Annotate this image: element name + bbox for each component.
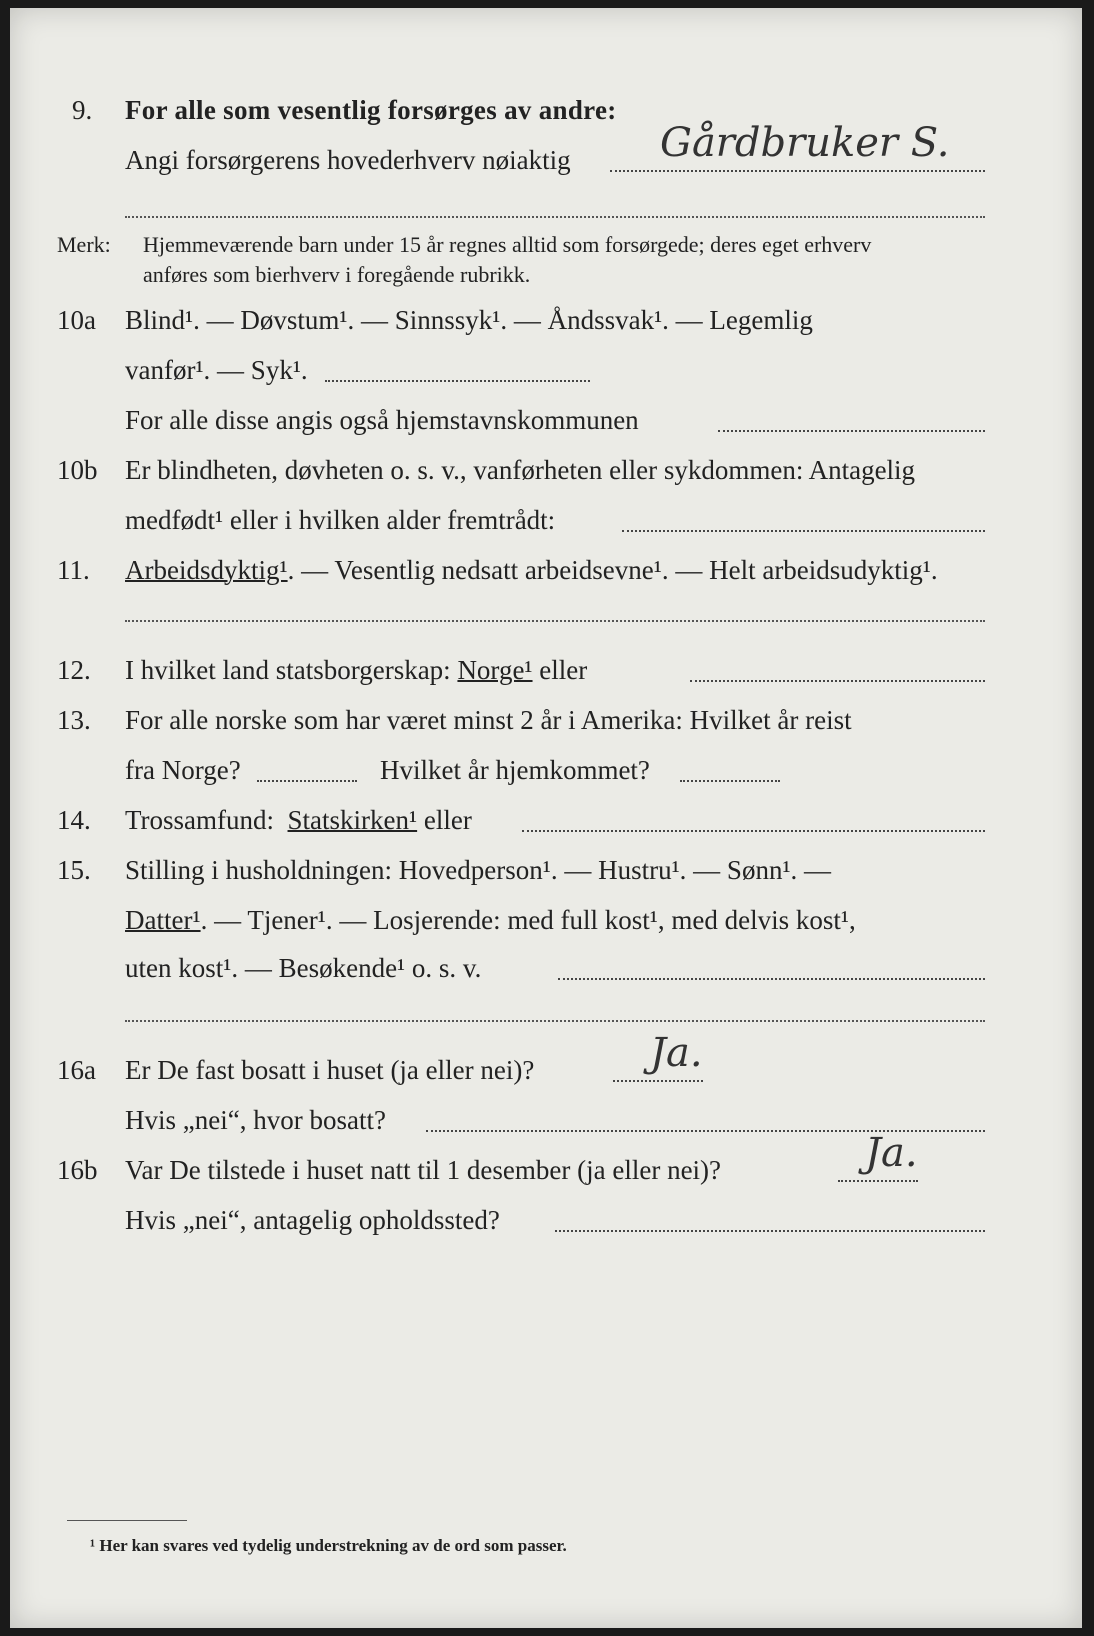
q12-after: eller — [539, 655, 588, 685]
q10b-answer-line — [622, 530, 985, 532]
q9-number: 9. — [72, 95, 93, 125]
footnote-separator — [67, 1520, 187, 1521]
q10b-line1: Er blindheten, døvheten o. s. v., vanførheten eller sykdommen: Antagelig — [125, 455, 916, 485]
q16a-handwritten-answer: Ja. — [650, 1030, 703, 1076]
q16a-line1: Er De fast bosatt i huset (ja eller nei)? — [125, 1055, 535, 1085]
census-form-page — [10, 8, 1082, 1628]
q14-before: Trossamfund: — [125, 805, 275, 835]
q16b-number: 16b — [57, 1155, 98, 1185]
q13-line2a: fra Norge? — [125, 755, 241, 785]
q16b-handwritten-answer: Ja. — [865, 1130, 918, 1176]
q15-line2-rest: . — Tjener¹. — Losjerende: med full kost¹, med delvis kost¹, — [200, 905, 856, 935]
q14-number: 14. — [57, 805, 91, 835]
q9-answer-line — [610, 170, 985, 172]
q16b-opholdssted-line — [555, 1230, 985, 1232]
q16b-line1: Var De tilstede i huset natt til 1 desember (ja eller nei)? — [125, 1155, 722, 1185]
q15-underlined-answer: Datter¹ — [125, 905, 201, 935]
q15-line1: Stilling i husholdningen: Hovedperson¹. — Hustru¹. — Sønn¹. — — [125, 855, 832, 885]
q10a-number: 10a — [57, 305, 96, 335]
q11-rest: . — Vesentlig nedsatt arbeidsevne¹. — Helt arbeidsudyktig¹. — [287, 555, 938, 585]
merk-line2: anføres som bierhverv i foregående rubrikk. — [143, 262, 531, 287]
footnote-text: ¹ Her kan svares ved tydelig understrekning av de ord som passer. — [90, 1536, 567, 1555]
q16b-answer-line — [838, 1180, 918, 1182]
q10a-line2: vanfør¹. — Syk¹. — [125, 355, 308, 385]
merk-line1: Hjemmeværende barn under 15 år regnes alltid som forsørgede; deres eget erhverv — [143, 232, 872, 257]
q10a-kommune-line — [718, 430, 985, 432]
q14-after: eller — [423, 805, 472, 835]
q11-underlined-answer: Arbeidsdyktig¹ — [125, 555, 288, 585]
q14-answer-line — [522, 830, 985, 832]
q13-reist-line — [257, 780, 357, 782]
q16a-answer-line — [613, 1080, 703, 1082]
q15-answer-line — [558, 978, 985, 980]
q9-extra-line — [125, 216, 985, 218]
q12-before: I hvilket land statsborgerskap: — [125, 655, 451, 685]
q12-line — [125, 654, 587, 686]
q11-line — [125, 554, 938, 586]
q15-line3: uten kost¹. — Besøkende¹ o. s. v. — [125, 953, 482, 983]
q9-handwritten-answer: Gårdbruker S. — [660, 120, 950, 166]
q10a-line3: For alle disse angis også hjemstavnskommunen — [125, 405, 639, 435]
q12-underlined-answer: Norge¹ — [457, 655, 533, 685]
q10a-syk-line — [325, 380, 590, 382]
q15-extra-line — [125, 1020, 985, 1022]
q13-line2b: Hvilket år hjemkommet? — [380, 755, 650, 785]
q14-underlined-answer: Statskirken¹ — [287, 805, 418, 835]
q10b-line2: medfødt¹ eller i hvilken alder fremtrådt: — [125, 505, 556, 535]
q15-number: 15. — [57, 855, 91, 885]
q12-number: 12. — [57, 655, 91, 685]
q10a-line1: Blind¹. — Døvstum¹. — Sinnssyk¹. — Åndssvak¹. — Legemlig — [125, 305, 813, 335]
q12-answer-line — [690, 680, 985, 682]
q11-extra-line — [125, 620, 985, 622]
q10b-number: 10b — [57, 455, 98, 485]
q14-line — [125, 804, 472, 836]
q13-number: 13. — [57, 705, 91, 735]
q13-line1: For alle norske som har været minst 2 år i Amerika: Hvilket år reist — [125, 705, 852, 735]
q9-line2: Angi forsørgerens hovederhverv nøiaktig — [125, 145, 571, 175]
q16b-line2: Hvis „nei“, antagelig opholdssted? — [125, 1205, 500, 1235]
q13-hjem-line — [680, 780, 780, 782]
q16a-line2: Hvis „nei“, hvor bosatt? — [125, 1105, 386, 1135]
q11-number: 11. — [57, 555, 90, 585]
q15-line2 — [125, 904, 856, 936]
q16a-number: 16a — [57, 1055, 96, 1085]
merk-label: Merk: — [57, 232, 111, 257]
q9-line1: For alle som vesentlig forsørges av andre: — [125, 95, 617, 125]
